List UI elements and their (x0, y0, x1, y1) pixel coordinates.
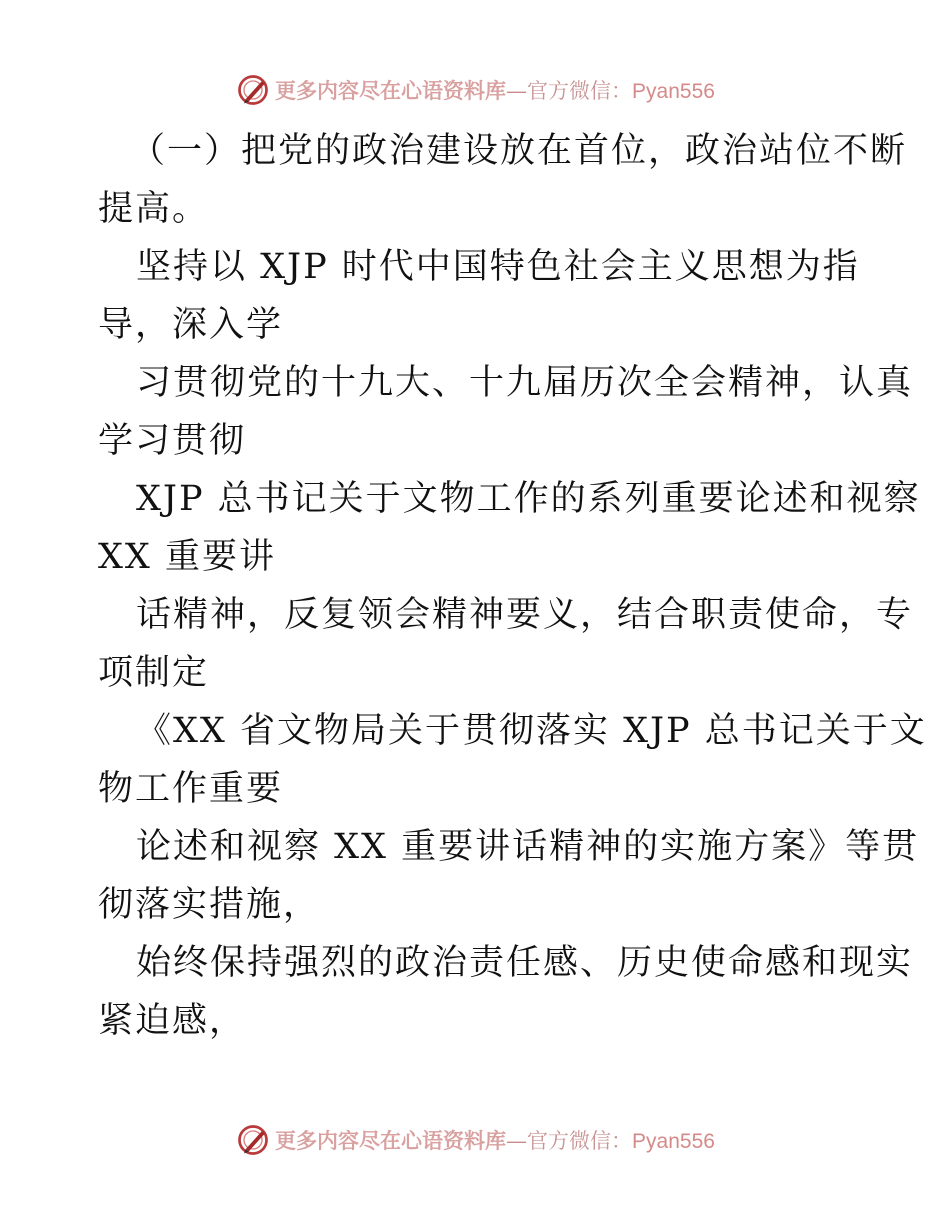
paragraph-line: （一）把党的政治建设放在首位，政治站位不断 (130, 131, 908, 171)
paragraph-line: 《XX 省文物局关于贯彻落实 XJP 总书记关于文 (136, 711, 927, 751)
wechat-label: 官方微信： (527, 79, 633, 103)
paragraph-line: 坚持以 XJP 时代中国特色社会主义思想为指 (136, 247, 860, 287)
brand-text: 更多内容尽在心语资料库 (275, 1128, 507, 1153)
header-banner-text (275, 75, 715, 105)
wechat-id: Pyan556 (632, 80, 715, 103)
paragraph-line: 始终保持强烈的政治责任感、历史使命感和现实 (136, 943, 914, 983)
paragraph-line: 提高。 (98, 189, 210, 229)
banner-separator: — (506, 1129, 528, 1153)
paragraph-line: 话精神，反复领会精神要义，结合职责使命，专 (136, 595, 914, 635)
document-body (98, 122, 927, 1050)
paragraph-line: 论述和视察 XX 重要讲话精神的实施方案》等贯 (136, 827, 920, 867)
wechat-label: 官方微信： (527, 1129, 633, 1153)
paragraph-line: 彻落实措施， (98, 885, 321, 925)
brand-text: 更多内容尽在心语资料库 (275, 78, 507, 103)
paragraph-line: 紧迫感， (98, 1001, 247, 1041)
paragraph-line: 学习贯彻 (98, 421, 247, 461)
footer-banner (0, 1120, 950, 1160)
footer-banner-text (275, 1125, 715, 1155)
paragraph-line: 项制定 (98, 653, 210, 693)
header-banner (0, 70, 950, 110)
pen-in-circle-icon (235, 72, 271, 108)
paragraph-line: XJP 总书记关于文物工作的系列重要论述和视察 (136, 479, 921, 519)
paragraph-line: 物工作重要 (98, 769, 284, 809)
wechat-id: Pyan556 (632, 1130, 715, 1153)
paragraph-line: 导，深入学 (98, 305, 284, 345)
paragraph-line: XX 重要讲 (98, 537, 276, 577)
paragraph-line: 习贯彻党的十九大、十九届历次全会精神，认真 (136, 363, 914, 403)
banner-separator: — (506, 79, 528, 103)
pen-in-circle-icon (235, 1122, 271, 1158)
